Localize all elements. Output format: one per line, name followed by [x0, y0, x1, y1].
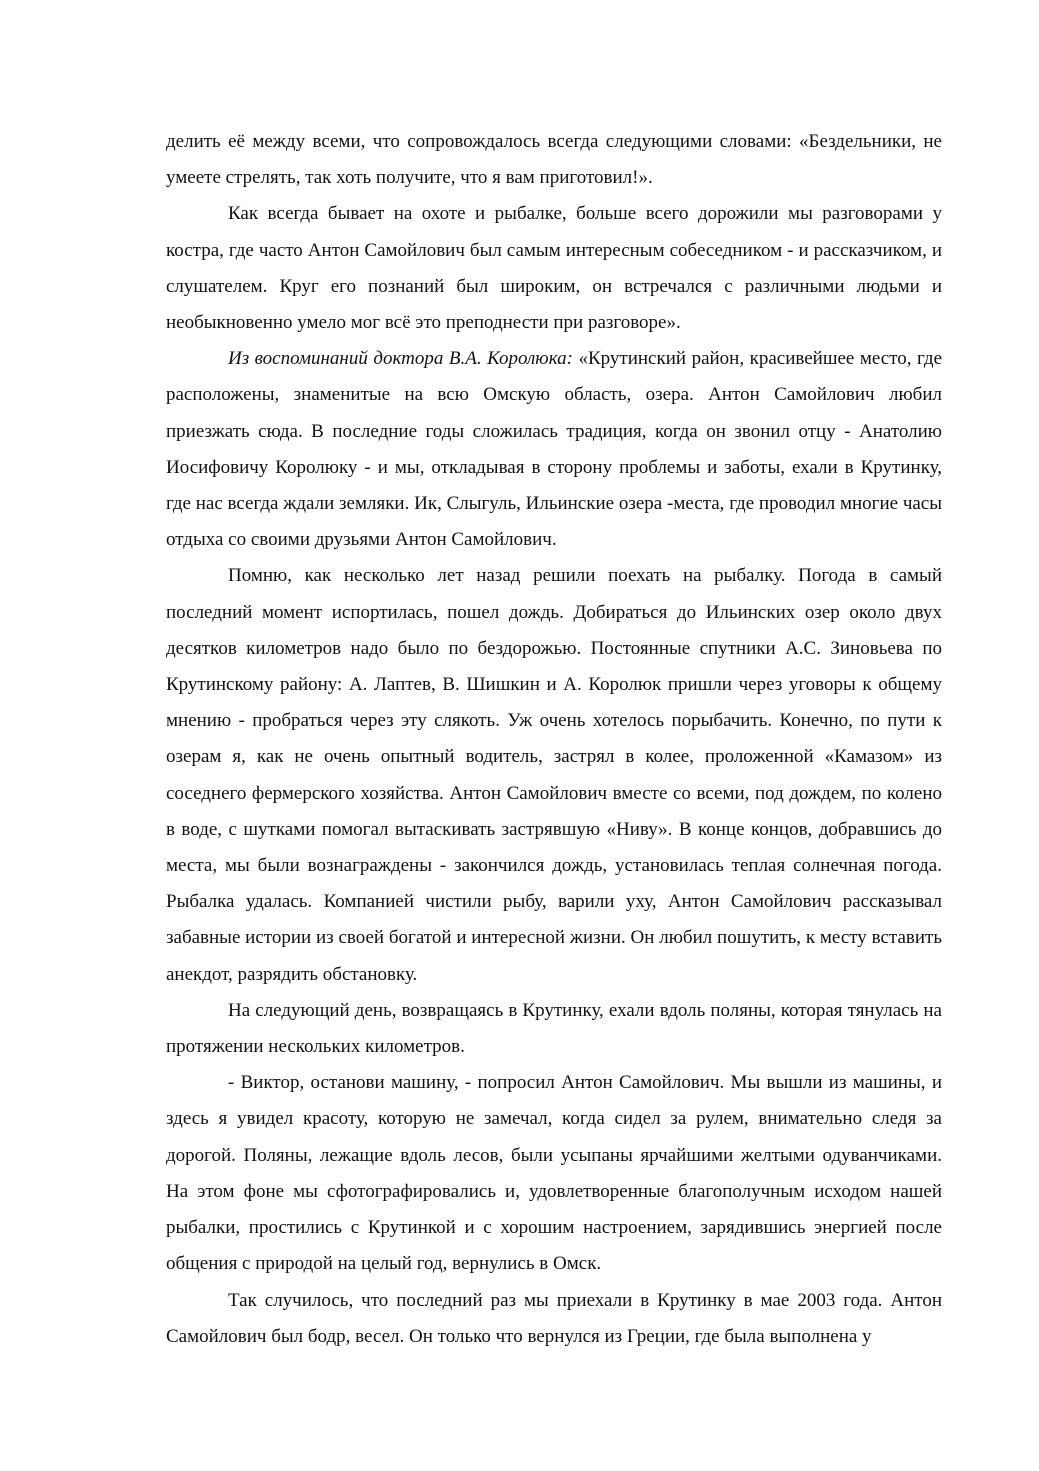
paragraph-7: Так случилось, что последний раз мы приехали в Крутинку в мае 2003 года. Антон Самойлович был бодр, весел. Он только что вернулся из Греции, где была выполнена у	[166, 1289, 942, 1347]
paragraph-3-italic-lead: Из воспоминаний доктора В.А. Королюка:	[228, 348, 573, 370]
paragraph-4: Помню, как несколько лет назад решили поехать на рыбалку. Погода в самый последний момент испортилась, пошел дождь. Добираться до Ильинских озер около двух десятков километров надо было по бездорожью. Постоянные спутники А.С. Зиновьева по Крутинскому району: А. Лаптев, В. Шишкин и А. Королюк пришли через уговоры к общему мнению - пробраться через эту слякоть. Уж очень хотелось порыбачить. Конечно, по пути к озерам я, как не очень опытный водитель, застрял в колее, проложенной «Камазом» из соседнего фермерского хозяйства. Антон Самойлович вместе со всеми, под дождем, по колено в воде, с шутками помогал вытаскивать застрявшую «Ниву». В конце концов, добравшись до места, мы были вознаграждены - закончился дождь, установилась теплая солнечная погода. Рыбалка удалась. Компанией чистили рыбу, варили уху, Антон Самойлович рассказывал забавные истории из своей богатой и интересной жизни. Он любил пошутить, к месту вставить анекдот, разрядить обстановку.	[166, 565, 942, 985]
paragraph-3	[166, 341, 942, 558]
paragraph-2: Как всегда бывает на охоте и рыбалке, больше всего дорожили мы разговорами у костра, где часто Антон Самойлович был самым интересным собеседником - и рассказчиком, и слушателем. Круг его познаний был широким, он встречался с различными людьми и необыкновенно умело мог всё это преподнести при разговоре».	[166, 203, 942, 334]
paragraph-3-body: «Крутинский район, красивейшее место, где расположены, знаменитые на всю Омскую область, озера. Антон Самойлович любил приезжать сюда. В последние годы сложилась традиция, когда он звонил отцу - Анатолию Иосифовичу Королюку - и мы, откладывая в сторону проблемы и заботы, ехали в Крутинку, где нас всегда ждали земляки. Ик, Слыгуль, Ильинские озера -места, где проводил многие часы отдыха со своими друзьями Антон Самойлович.	[166, 348, 942, 551]
paragraph-6: - Виктор, останови машину, - попросил Антон Самойлович. Мы вышли из машины, и здесь я увидел красоту, которую не замечал, когда сидел за рулем, внимательно следя за дорогой. Поляны, лежащие вдоль лесов, были усыпаны ярчайшими желтыми одуванчиками. На этом фоне мы сфотографировались и, удовлетворенные благополучным исходом нашей рыбалки, простились с Крутинкой и с хорошим настроением, зарядившись энергией после общения с природой на целый год, вернулись в Омск.	[166, 1072, 942, 1275]
paragraph-1: делить её между всеми, что сопровождалось всегда следующими словами: «Бездельники, не умеете стрелять, так хоть получите, что я вам приготовил!».	[166, 131, 942, 189]
paragraph-5: На следующий день, возвращаясь в Крутинку, ехали вдоль поляны, которая тянулась на протяжении нескольких километров.	[166, 999, 942, 1058]
document-page	[166, 124, 942, 1355]
